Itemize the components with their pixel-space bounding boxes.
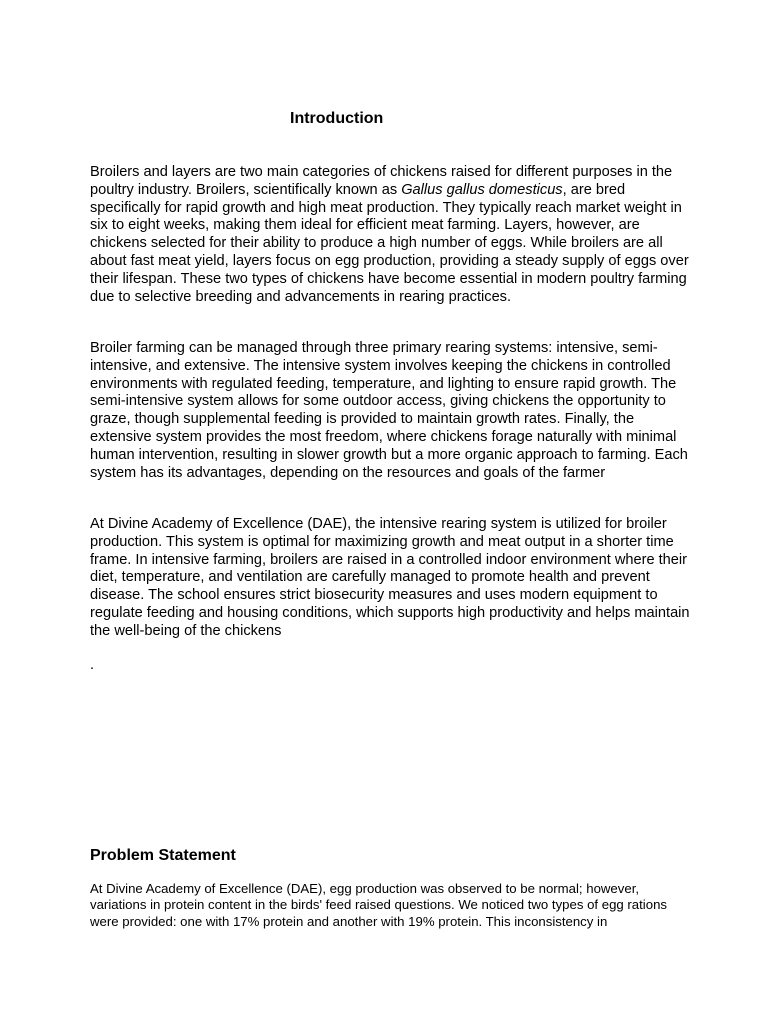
intro-paragraph-2: Broiler farming can be managed through three primary rearing systems: intensive, semi-intensive, and extensive. The intensive system involves keeping the chickens in controlled environments with regulated feeding, temperature, and lighting to ensure rapid growth. The semi-intensive system allows for some outdoor access, giving chickens the opportunity to graze, though supplemental feeding is provided to maintain growth rates. Finally, the extensive system provides the most freedom, where chickens forage naturally with minimal human intervention, resulting in slower growth but a more organic approach to farming. Each system has its advantages, depending on the resources and goals of the farmer	[90, 340, 688, 481]
intro-paragraph-1	[90, 164, 690, 306]
paragraph-1-text-start: Broilers and layers are two main categories of chickens raised for different purposes in the poultry industry. Broilers, scientifically known as	[90, 164, 673, 198]
stray-period: .	[90, 657, 95, 673]
scientific-name: Gallus gallus domesticus	[401, 181, 563, 198]
problem-statement-paragraph: At Divine Academy of Excellence (DAE), egg production was observed to be normal; however, variations in protein content in the birds' feed raised questions. We noticed two types of egg rations were provided: one with 17% protein and another with 19% protein. This inconsistency in	[90, 881, 667, 929]
problem-statement-heading: Problem Statement	[90, 847, 236, 864]
paragraph-1-text-end: , are bred specifically for rapid growth and high meat production. They typically reach market weight in six to eight weeks, making them ideal for efficient meat farming. Layers, however, are chickens selected for their ability to produce a high number of eggs. While broilers are all about fast meat yield, layers focus on egg production, providing a steady supply of eggs over their lifespan. These two types of chickens have become essential in modern poultry farming due to selective breeding and advancements in rearing practices.	[90, 181, 689, 305]
introduction-heading: Introduction	[290, 110, 384, 127]
intro-paragraph-3: At Divine Academy of Excellence (DAE), the intensive rearing system is utilized for broiler production. This system is optimal for maximizing growth and meat output in a shorter time frame. In intensive farming, broilers are raised in a controlled indoor environment where their diet, temperature, and ventilation are carefully managed to promote health and prevent disease. The school ensures strict biosecurity measures and uses modern equipment to regulate feeding and housing conditions, which supports high productivity and helps maintain the well-being of the chickens	[90, 516, 690, 639]
